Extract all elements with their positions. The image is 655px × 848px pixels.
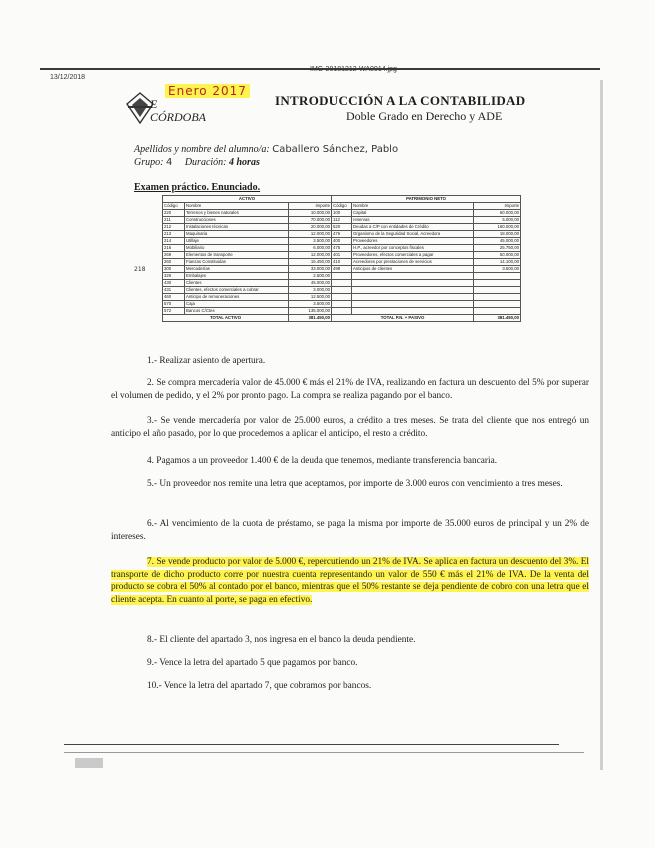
- table-cell-n1: Fianzas Constituidas: [185, 259, 289, 266]
- balance-table-container: [162, 195, 520, 343]
- table-cell-c1: 326: [163, 273, 185, 280]
- footer-line: [64, 744, 559, 745]
- col-nombre: Nombre: [185, 203, 289, 210]
- table-cell-i2: [474, 280, 521, 287]
- table-cell-n2: Capital: [352, 210, 474, 217]
- table-cell-i2: 160.000,00: [474, 224, 521, 231]
- table-cell-c1: 269: [163, 252, 185, 259]
- table-row: [163, 287, 521, 294]
- table-cell-i1: 10.000,00: [289, 210, 332, 217]
- col-codigo-2: Código: [332, 203, 352, 210]
- table-cell-c1: 572: [163, 308, 185, 315]
- exercise-7-highlight: 7. Se vende producto por valor de 5.000 €, repercutiendo un 21% de IVA. Se aplica en factura un descuento del 3%. El transporte de dicho producto corre por nuestra cuenta representando un valor de 550 € más el 21% de IVA. De la venta del producto se cobra el 50% al contado por el banco, mientras que el 50% restante se deja pendiente de cobro con una letra que el cliente acepta. En cuanto al porte, se paga en efectivo.: [111, 557, 589, 605]
- table-cell-n1: Anticipo de remuneraciones: [185, 294, 289, 301]
- table-row: [163, 266, 521, 273]
- table-cell-i2: 25.750,00: [474, 245, 521, 252]
- name-label: Apellidos y nombre del alumno/a:: [134, 144, 270, 155]
- table-cell-i2: 14.100,00: [474, 259, 521, 266]
- table-cell-c1: 220: [163, 210, 185, 217]
- table-cell-n1: Construcciones: [185, 217, 289, 224]
- table-cell-n2: [352, 308, 474, 315]
- total-activo-label: TOTAL ACTIVO: [163, 315, 289, 322]
- table-cell-c1: 431: [163, 287, 185, 294]
- table-row: [163, 217, 521, 224]
- table-cell-c1: 212: [163, 224, 185, 231]
- exercise-2: 2. Se compra mercadería valor de 45.000 € más el 21% de IVA, realizando en factura un descuento del 5% por superar el volumen de pedido, y el 2% por pronto pago. La compra se realiza pagando por el banco.: [111, 378, 589, 401]
- exercise-9: 9.- Vence la letra del apartado 5 que pagamos por banco.: [147, 658, 358, 668]
- patrimonio-header: PATRIMONIO NETO: [332, 196, 521, 203]
- student-info: [134, 143, 398, 169]
- table-cell-i1: 135.000,00: [289, 308, 332, 315]
- table-cell-n2: H.P., acreedor por conceptos fiscales: [352, 245, 474, 252]
- margin-handwritten-note: 218: [134, 266, 146, 273]
- table-cell-n1: Caja: [185, 301, 289, 308]
- table-row: [163, 231, 521, 238]
- university-name: [150, 98, 206, 124]
- table-cell-c2: [332, 294, 352, 301]
- table-cell-c2: [332, 301, 352, 308]
- table-cell-c1: 213: [163, 231, 185, 238]
- table-row: [163, 238, 521, 245]
- table-cell-n2: [352, 287, 474, 294]
- exercise-10: 10.- Vence la letra del apartado 7, que cobramos por bancos.: [147, 681, 372, 691]
- table-row: [163, 210, 521, 217]
- table-cell-i1: 2.500,00: [289, 273, 332, 280]
- table-cell-c2: [332, 308, 352, 315]
- table-cell-i1: 15.450,00: [289, 259, 332, 266]
- table-cell-c1: 214: [163, 238, 185, 245]
- table-cell-c1: 570: [163, 301, 185, 308]
- table-cell-n2: [352, 280, 474, 287]
- course-subtitle: Doble Grado en Derecho y ADE: [346, 109, 503, 123]
- table-cell-n1: Maquinaria: [185, 231, 289, 238]
- table-cell-n1: Bancos C/Ctes: [185, 308, 289, 315]
- activo-header: ACTIVO: [163, 196, 332, 203]
- table-cell-n2: [352, 294, 474, 301]
- table-cell-n1: Mobiliario: [185, 245, 289, 252]
- table-cell-i1: 6.000,00: [289, 245, 332, 252]
- table-row: [163, 224, 521, 231]
- balance-table: [162, 195, 521, 322]
- table-cell-n2: Deudas a C/P con entidades de Crédito: [352, 224, 474, 231]
- table-cell-c1: 430: [163, 280, 185, 287]
- table-cell-i2: 60.000,00: [474, 210, 521, 217]
- table-cell-i2: 45.000,00: [474, 238, 521, 245]
- table-row: [163, 259, 521, 266]
- exercise-7: [111, 556, 589, 606]
- scan-date-label: 13/12/2018: [50, 74, 86, 81]
- table-cell-c2: 475: [332, 245, 352, 252]
- exercise-3: 3.- Se vende mercadería por valor de 25.000 euros, a crédito a tres meses. Se trata del cliente que nos entregó un anticipo el año pasado, por lo que procedemos a aplicar el anticipo, el resto a crédito.: [111, 416, 589, 439]
- scan-right-edge: [600, 80, 603, 770]
- university-prefix: E: [150, 97, 158, 111]
- table-cell-i1: 70.000,00: [289, 217, 332, 224]
- table-cell-c2: 476: [332, 231, 352, 238]
- table-column-header-row: [163, 203, 521, 210]
- course-title: INTRODUCCIÓN A LA CONTABILIDAD: [275, 93, 526, 108]
- table-row: [163, 280, 521, 287]
- table-cell-c2: 112: [332, 217, 352, 224]
- table-cell-n1: Embalajes: [185, 273, 289, 280]
- table-cell-i2: [474, 273, 521, 280]
- table-row: [163, 273, 521, 280]
- table-cell-n1: Clientes, efectos comerciales a cobrar: [185, 287, 289, 294]
- table-cell-i1: 12.000,00: [289, 252, 332, 259]
- table-cell-c2: [332, 280, 352, 287]
- table-cell-i1: 3.000,00: [289, 287, 332, 294]
- group-label: Grupo:: [134, 157, 164, 168]
- table-cell-i1: 3.500,00: [289, 238, 332, 245]
- total-pn-label: TOTAL P.N. + PASIVO: [332, 315, 474, 322]
- table-cell-i1: 3.500,00: [289, 301, 332, 308]
- col-importe: Importe: [289, 203, 332, 210]
- scan-filename-label: IMG-20181212-WA0014.jpg: [310, 66, 397, 73]
- table-cell-n1: Clientes: [185, 280, 289, 287]
- col-nombre-2: Nombre: [352, 203, 474, 210]
- table-cell-i2: 5.000,00: [474, 217, 521, 224]
- table-cell-i2: 3.600,00: [474, 266, 521, 273]
- table-cell-n2: [352, 301, 474, 308]
- table-cell-n2: Organismo de la Seguridad Social, Acreedora: [352, 231, 474, 238]
- table-cell-n2: Anticipos de clientes: [352, 266, 474, 273]
- table-row: [163, 252, 521, 259]
- table-cell-i1: 45.000,00: [289, 280, 332, 287]
- table-cell-i2: 18.000,00: [474, 231, 521, 238]
- table-cell-n2: Acreedores por prestaciones de servicios: [352, 259, 474, 266]
- exam-title: Examen práctico. Enunciado.: [134, 182, 261, 193]
- table-cell-c2: 100: [332, 210, 352, 217]
- total-activo-value: 381.450,00: [289, 315, 332, 322]
- exercise-5: 5.- Un proveedor nos remite una letra que aceptamos, por importe de 3.000 euros con vencimiento a tres meses.: [147, 479, 563, 489]
- table-cell-c1: 460: [163, 294, 185, 301]
- university-city: CÓRDOBA: [150, 110, 206, 124]
- footer-line-2: [64, 752, 584, 753]
- col-importe-2: Importe: [474, 203, 521, 210]
- table-cell-c2: [332, 287, 352, 294]
- table-cell-n1: Mercaderías: [185, 266, 289, 273]
- table-cell-c2: [332, 273, 352, 280]
- table-cell-n2: Proveedores: [352, 238, 474, 245]
- handwritten-date: Enero 2017: [165, 84, 250, 98]
- table-cell-n1: Terrenos y bienes naturales: [185, 210, 289, 217]
- table-cell-i2: [474, 294, 521, 301]
- table-cell-c1: 300: [163, 266, 185, 273]
- table-cell-i1: 12.500,00: [289, 294, 332, 301]
- table-cell-i2: [474, 308, 521, 315]
- table-cell-c2: 520: [332, 224, 352, 231]
- table-cell-n2: Proveedores, efectos comerciales a pagar: [352, 252, 474, 259]
- table-cell-c2: 498: [332, 266, 352, 273]
- table-cell-c1: 260: [163, 259, 185, 266]
- table-total-row: [163, 315, 521, 322]
- table-row: [163, 245, 521, 252]
- table-cell-c2: 401: [332, 252, 352, 259]
- table-cell-i1: 33.000,00: [289, 266, 332, 273]
- table-cell-i1: 20.000,00: [289, 224, 332, 231]
- table-cell-i2: [474, 287, 521, 294]
- table-cell-c2: 400: [332, 238, 352, 245]
- col-codigo: Código: [163, 203, 185, 210]
- table-cell-n1: Elementos de transporte: [185, 252, 289, 259]
- table-cell-i2: 50.000,00: [474, 252, 521, 259]
- total-pn-value: 381.450,00: [474, 315, 521, 322]
- exercise-6: 6.- Al vencimiento de la cuota de préstamo, se paga la misma por importe de 35.000 euros de principal y un 2% de intereses.: [111, 519, 589, 542]
- table-cell-n1: Instalaciones técnicas: [185, 224, 289, 231]
- table-row: [163, 308, 521, 315]
- duration-label: Duración:: [184, 157, 227, 168]
- table-cell-c1: 216: [163, 245, 185, 252]
- table-row: [163, 294, 521, 301]
- table-cell-n2: reservas: [352, 217, 474, 224]
- exercise-8: 8.- El cliente del apartado 3, nos ingresa en el banco la deuda pendiente.: [147, 635, 416, 645]
- duration-value: 4 horas: [229, 157, 260, 168]
- scan-smudge: [75, 758, 103, 768]
- table-row: [163, 301, 521, 308]
- table-cell-i1: 12.000,00: [289, 231, 332, 238]
- exercise-1: 1.- Realizar asiento de apertura.: [147, 356, 266, 366]
- table-section-header-row: [163, 196, 521, 203]
- exercise-4: 4. Pagamos a un proveedor 1.400 € de la deuda que tenemos, mediante transferencia bancaria.: [147, 456, 498, 466]
- group-value: 4: [165, 157, 173, 168]
- table-cell-n1: Utillaje: [185, 238, 289, 245]
- table-cell-n2: [352, 273, 474, 280]
- name-value: Caballero Sánchez, Pablo: [272, 144, 399, 155]
- table-cell-c2: 410: [332, 259, 352, 266]
- table-cell-c1: 211: [163, 217, 185, 224]
- table-cell-i2: [474, 301, 521, 308]
